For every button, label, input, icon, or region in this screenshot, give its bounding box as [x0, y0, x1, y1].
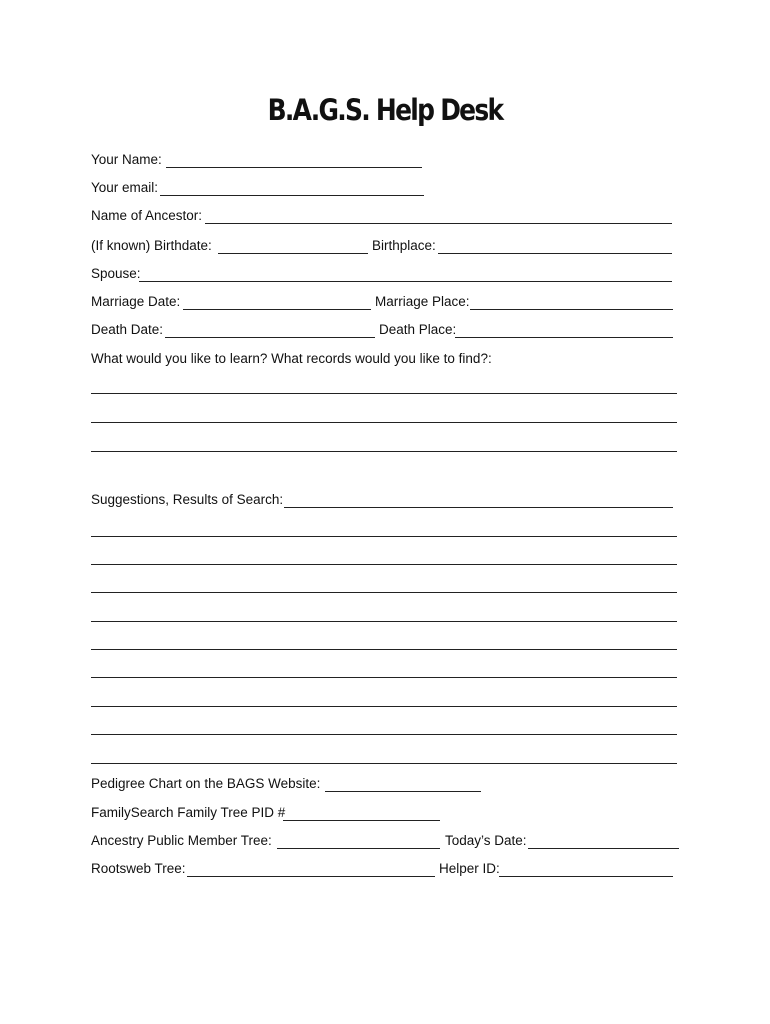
suggestions-line[interactable] [91, 621, 677, 622]
todays-date-field[interactable] [528, 848, 679, 849]
ancestry-tree-label: Ancestry Public Member Tree: [91, 833, 272, 848]
death-place-field[interactable] [455, 337, 673, 338]
learn-question-label: What would you like to learn? What records would you like to find?: [91, 351, 492, 366]
death-place-label: Death Place: [379, 322, 457, 337]
your-email-field[interactable] [160, 195, 424, 196]
marriage-date-field[interactable] [183, 309, 371, 310]
suggestions-line[interactable] [91, 763, 677, 764]
marriage-place-field[interactable] [470, 309, 673, 310]
birthdate-label: (If known) Birthdate: [91, 238, 212, 253]
ancestor-name-field[interactable] [205, 223, 672, 224]
death-date-field[interactable] [165, 337, 375, 338]
suggestions-field[interactable] [284, 507, 673, 508]
marriage-place-label: Marriage Place: [375, 294, 470, 309]
learn-answer-line[interactable] [91, 393, 677, 394]
pedigree-chart-field[interactable] [325, 791, 481, 792]
spouse-label: Spouse: [91, 266, 141, 281]
ancestry-tree-field[interactable] [277, 848, 440, 849]
helper-id-label: Helper ID: [439, 861, 500, 876]
helper-id-field[interactable] [499, 876, 673, 877]
learn-answer-line[interactable] [91, 422, 677, 423]
familysearch-pid-label: FamilySearch Family Tree PID # [91, 805, 286, 820]
rootsweb-tree-label: Rootsweb Tree: [91, 861, 186, 876]
your-email-label: Your email: [91, 180, 159, 195]
suggestions-line[interactable] [91, 592, 677, 593]
suggestions-line[interactable] [91, 706, 677, 707]
suggestions-line[interactable] [91, 677, 677, 678]
suggestions-line[interactable] [91, 564, 677, 565]
birthplace-label: Birthplace: [372, 238, 436, 253]
todays-date-label: Today’s Date: [445, 833, 527, 848]
birthplace-field[interactable] [438, 253, 672, 254]
suggestions-line[interactable] [91, 536, 677, 537]
familysearch-pid-field[interactable] [283, 820, 440, 821]
spouse-field[interactable] [139, 281, 672, 282]
death-date-label: Death Date: [91, 322, 164, 337]
birthdate-field[interactable] [218, 253, 368, 254]
suggestions-label: Suggestions, Results of Search: [91, 492, 284, 507]
your-name-field[interactable] [166, 167, 422, 168]
learn-answer-line[interactable] [91, 451, 677, 452]
form-title: B.A.G.S. Help Desk [267, 93, 503, 127]
your-name-label: Your Name: [91, 152, 162, 167]
rootsweb-tree-field[interactable] [187, 876, 435, 877]
suggestions-line[interactable] [91, 649, 677, 650]
pedigree-chart-label: Pedigree Chart on the BAGS Website: [91, 776, 321, 791]
suggestions-line[interactable] [91, 734, 677, 735]
ancestor-name-label: Name of Ancestor: [91, 208, 203, 223]
marriage-date-label: Marriage Date: [91, 294, 181, 309]
